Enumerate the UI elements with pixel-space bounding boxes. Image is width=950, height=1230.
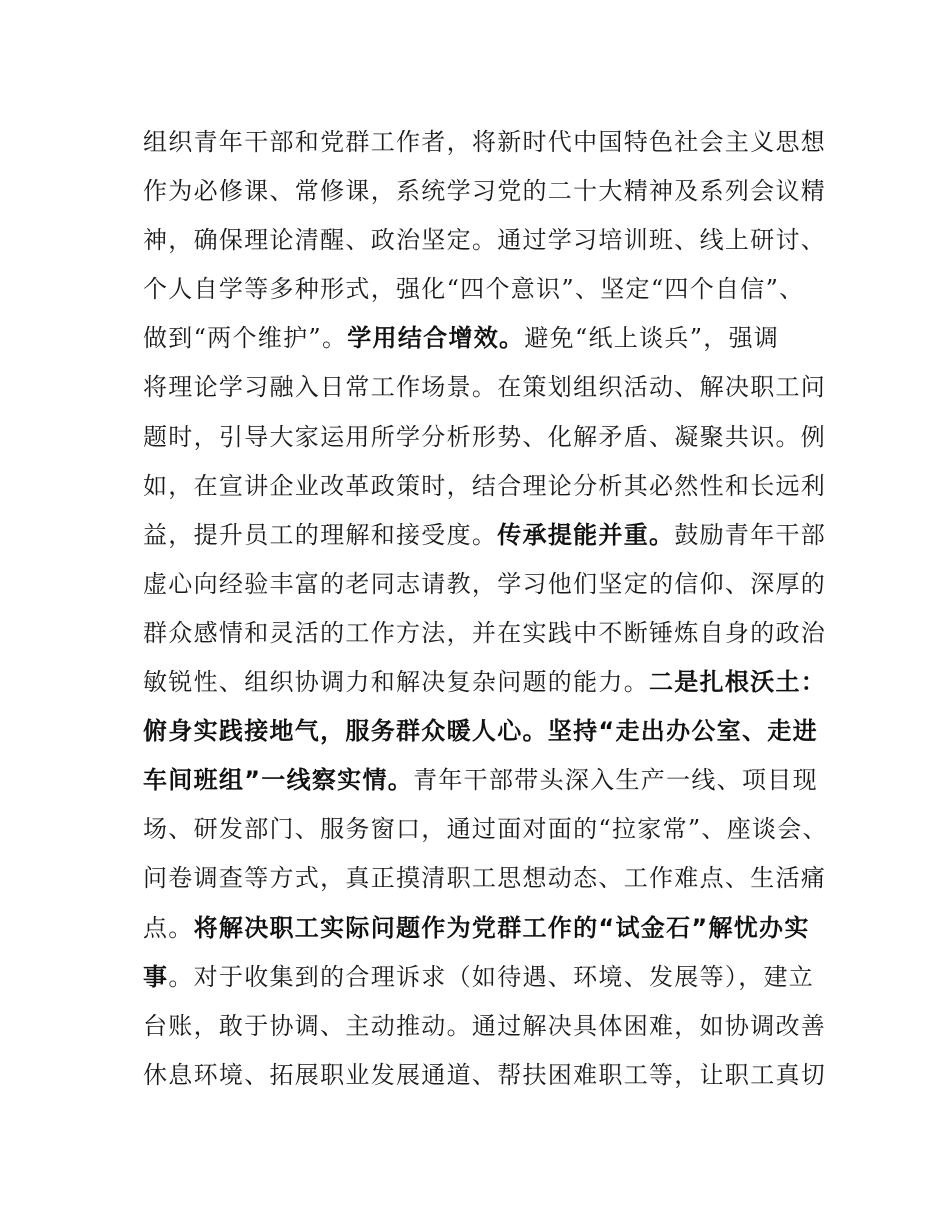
bold-heading-text: 事 xyxy=(143,962,169,991)
body-text-segment: 个人自学等多种形式，强化“四个意识”、坚定“四个自信”、 xyxy=(143,275,805,304)
body-text-segment: 场、研发部门、服务窗口，通过面对面的“拉家常”、座谈会、 xyxy=(143,815,828,844)
text-line xyxy=(143,1002,827,1051)
body-text-segment: 青年干部带头深入生产一线、项目现 xyxy=(413,766,818,795)
text-line xyxy=(143,363,827,412)
body-text-segment: 点。 xyxy=(143,913,194,942)
text-line xyxy=(143,756,823,805)
text-line xyxy=(143,462,827,511)
body-text-segment: 如，在宣讲企业改革政策时，结合理论分析其必然性和长远利 xyxy=(143,471,827,500)
text-line xyxy=(143,167,827,216)
body-text-segment: 做到“两个维护”。 xyxy=(143,324,348,353)
body-text-segment: 神，确保理论清醒、政治坚定。通过学习培训班、线上研讨、 xyxy=(143,226,827,255)
bold-heading-text: 将解决职工实际问题作为党群工作的“试金石”解忧办实 xyxy=(193,913,810,942)
bold-heading-text: 俯身实践接地气，服务群众暖人心。坚持“走出办公室、走进 xyxy=(143,717,818,746)
text-line xyxy=(143,805,828,854)
body-text xyxy=(143,118,828,1100)
text-line xyxy=(143,560,827,609)
body-text-segment: 。对于收集到的合理诉求（如待遇、环境、发展等），建立 xyxy=(168,962,815,991)
body-text-segment: 作为必修课、常修课，系统学习党的二十大精神及系列会议精 xyxy=(143,177,827,206)
body-text-segment: 休息环境、拓展职业发展通道、帮扶困难职工等，让职工真切 xyxy=(143,1060,827,1089)
bold-heading-text: 学用结合增效。 xyxy=(347,324,525,353)
text-line xyxy=(143,953,823,1002)
body-text-segment: 敏锐性、组织协调力和解决复杂问题的能力。 xyxy=(143,668,649,697)
text-line xyxy=(143,118,827,167)
bold-heading-text: 传承提能并重。 xyxy=(497,520,675,549)
text-line xyxy=(143,265,823,314)
body-text-segment: 虚心向经验丰富的老同志请教，学习他们坚定的信仰、深厚的 xyxy=(143,569,827,598)
body-text-segment: 鼓励青年干部 xyxy=(674,520,827,549)
body-text-segment: 将理论学习融入日常工作场景。在策划组织活动、解决职工问 xyxy=(143,373,827,402)
text-line xyxy=(143,854,827,903)
text-line xyxy=(143,314,823,363)
text-line xyxy=(143,904,823,953)
body-text-segment: 避免“纸上谈兵”，强调 xyxy=(524,324,780,353)
text-line xyxy=(143,1051,827,1100)
body-text-segment: 组织青年干部和党群工作者，将新时代中国特色社会主义思想 xyxy=(143,128,827,156)
body-text-segment: 台账，敢于协调、主动推动。通过解决具体困难，如协调改善 xyxy=(143,1011,827,1040)
body-text-segment: 群众感情和灵活的工作方法，并在实践中不断锤炼自身的政治 xyxy=(143,618,827,647)
body-text-segment: 益，提升员工的理解和接受度。 xyxy=(143,520,498,549)
bold-heading-text: 二是扎根沃土： xyxy=(649,668,827,697)
text-line xyxy=(143,707,823,756)
body-text-segment: 题时，引导大家运用所学分析形势、化解矛盾、凝聚共识。例 xyxy=(143,422,827,451)
text-line xyxy=(143,413,827,462)
text-line xyxy=(143,609,827,658)
text-line xyxy=(143,658,827,707)
bold-heading-text: 车间班组”一线察实情。 xyxy=(143,766,414,795)
text-line xyxy=(143,511,827,560)
text-line xyxy=(143,216,827,265)
body-text-segment: 问卷调查等方式，真正摸清职工思想动态、工作难点、生活痛 xyxy=(143,864,827,893)
